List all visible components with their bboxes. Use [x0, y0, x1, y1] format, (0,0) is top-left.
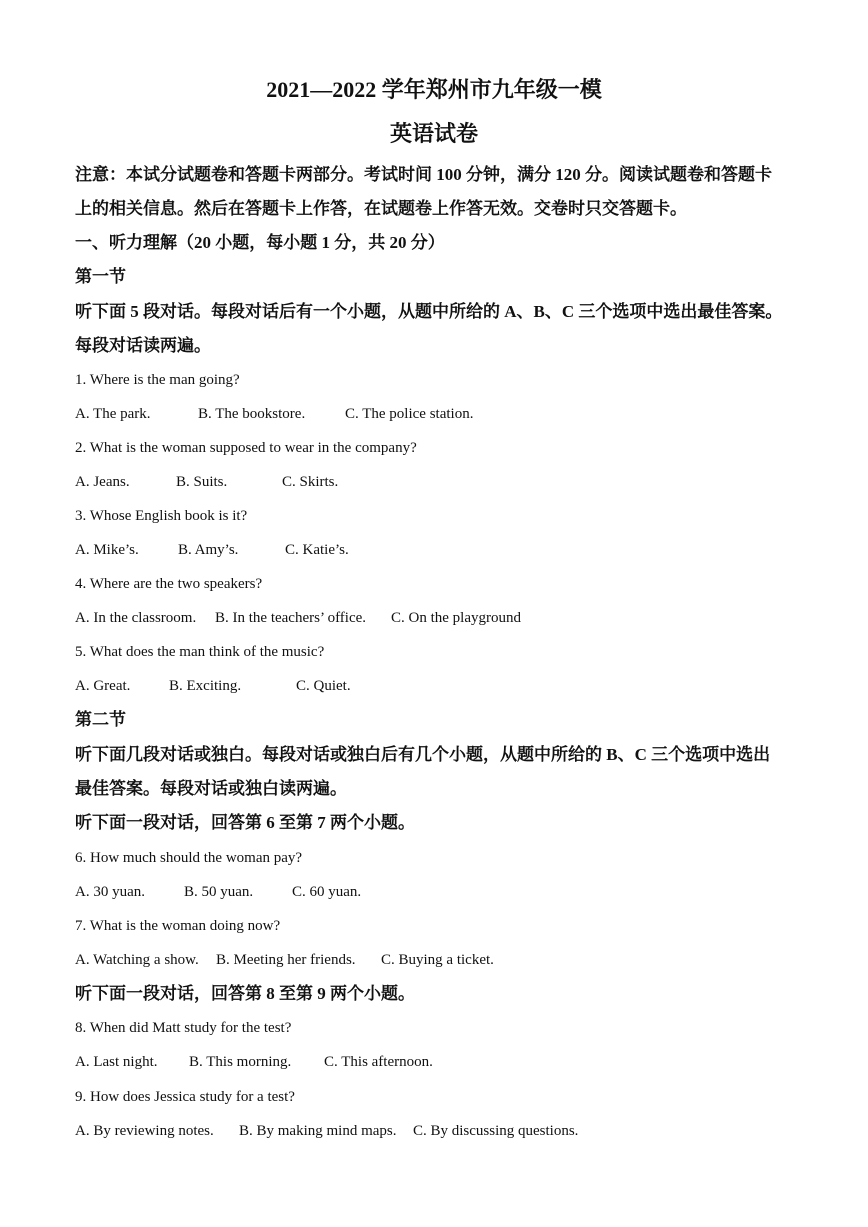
question-7: 7. What is the woman doing now? [75, 918, 281, 934]
option-b: B. The bookstore. [198, 406, 306, 422]
question-6-options [75, 880, 800, 904]
section-one-instructions-1: 听下面 5 段对话。每段对话后有一个小题，从题中所给的 A、B、C 三个选项中选出最佳答案。 [75, 302, 783, 321]
option-b: B. Amy’s. [178, 542, 239, 558]
option-a: A. Last night. [75, 1054, 158, 1070]
question-3: 3. Whose English book is it? [75, 508, 248, 524]
question-2-options [75, 470, 800, 494]
question-9-options [75, 1119, 800, 1143]
notice-line-2: 上的相关信息。然后在答题卡上作答，在试题卷上作答无效。交卷时只交答题卡。 [75, 199, 687, 218]
part-one-heading: 一、听力理解（20 小题，每小题 1 分，共 20 分） [75, 233, 445, 252]
question-7-options [75, 948, 800, 972]
option-c: C. Katie’s. [285, 542, 349, 558]
option-b: B. In the teachers’ office. [215, 610, 367, 626]
option-a: A. Great. [75, 678, 131, 694]
section-two-heading: 第二节 [75, 710, 126, 729]
option-b: B. Suits. [176, 474, 228, 490]
option-a: A. 30 yuan. [75, 884, 145, 900]
option-c: C. Quiet. [296, 678, 351, 694]
question-9: 9. How does Jessica study for a test? [75, 1089, 295, 1105]
option-b: B. By making mind maps. [239, 1123, 397, 1139]
option-b: B. This morning. [189, 1054, 292, 1070]
option-c: C. By discussing questions. [413, 1123, 579, 1139]
option-c: C. Buying a ticket. [381, 952, 494, 968]
question-8-options [75, 1050, 800, 1074]
question-6: 6. How much should the woman pay? [75, 850, 303, 866]
option-c: C. On the playground [391, 610, 521, 626]
exam-subtitle: 英语试卷 [389, 121, 478, 146]
option-a: A. In the classroom. [75, 610, 197, 626]
section-two-instructions-2: 最佳答案。每段对话或独白读两遍。 [75, 779, 347, 798]
notice-line-1: 注意：本试分试题卷和答题卡两部分。考试时间 100 分钟，满分 120 分。阅读试题卷和答题卡 [75, 165, 772, 184]
dialogue-group-2: 听下面一段对话，回答第 8 至第 9 两个小题。 [75, 984, 415, 1003]
dialogue-group-1: 听下面一段对话，回答第 6 至第 7 两个小题。 [75, 813, 415, 832]
question-4: 4. Where are the two speakers? [75, 576, 263, 592]
option-a: A. Watching a show. [75, 952, 199, 968]
question-2: 2. What is the woman supposed to wear in the company? [75, 440, 417, 456]
section-two-instructions-1: 听下面几段对话或独白。每段对话或独白后有几个小题，从题中所给的 B、C 三个选项中选出 [75, 745, 771, 764]
option-c: C. The police station. [345, 406, 474, 422]
section-one-heading: 第一节 [75, 267, 126, 286]
option-a: A. Mike’s. [75, 542, 139, 558]
option-c: C. 60 yuan. [292, 884, 362, 900]
question-5: 5. What does the man think of the music? [75, 644, 325, 660]
option-a: A. By reviewing notes. [75, 1123, 214, 1139]
option-a: A. The park. [75, 406, 151, 422]
question-8: 8. When did Matt study for the test? [75, 1020, 292, 1036]
option-c: C. Skirts. [282, 474, 339, 490]
option-b: B. Exciting. [169, 678, 242, 694]
option-b: B. Meeting her friends. [216, 952, 356, 968]
exam-title: 2021—2022 学年郑州市九年级一模 [266, 77, 602, 102]
option-b: B. 50 yuan. [184, 884, 254, 900]
question-1-options [75, 402, 800, 426]
question-4-options [75, 606, 800, 630]
option-c: C. This afternoon. [324, 1054, 433, 1070]
section-one-instructions-2: 每段对话读两遍。 [75, 336, 211, 355]
question-1: 1. Where is the man going? [75, 372, 240, 388]
question-5-options [75, 674, 800, 698]
question-3-options [75, 538, 800, 562]
option-a: A. Jeans. [75, 474, 130, 490]
